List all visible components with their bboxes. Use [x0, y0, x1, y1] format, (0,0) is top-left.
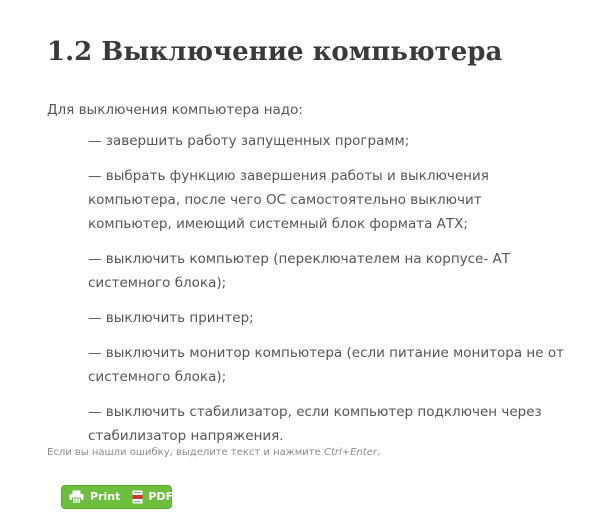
shutdown-steps-list: [88, 129, 568, 459]
print-pdf-button[interactable]: [61, 485, 172, 509]
pdf-document-icon: [132, 490, 143, 504]
error-note-suffix: .: [376, 447, 381, 458]
list-item: — выключить монитор компьютера (если питание монитора не от системного блока);: [88, 345, 564, 385]
page-title: 1.2 Выключение компьютера: [47, 37, 503, 67]
error-note-text: Если вы нашли ошибку, выделите текст и нажмите: [47, 447, 324, 458]
list-item: — выключить стабилизатор, если компьютер подключен через стабилизатор напряжения.: [88, 404, 542, 444]
error-report-note: [47, 445, 380, 461]
list-item: — выбрать функцию завершения работы и выключения компьютера, после чего ОС самостоятельно выключит компьютер, имеющий системный блок формата АТХ;: [88, 168, 489, 232]
print-label: Print: [90, 490, 121, 503]
error-note-hotkey: Ctrl+Enter: [323, 447, 377, 458]
list-item: — выключить принтер;: [88, 310, 254, 326]
list-item: — выключить компьютер (переключателем на корпусе- АТ системного блока);: [88, 251, 511, 291]
intro-text: Для выключения компьютера надо:: [47, 102, 303, 118]
list-item: — завершить работу запущенных программ;: [88, 133, 410, 149]
printer-icon: [69, 490, 84, 504]
pdf-label: PDF: [148, 490, 174, 503]
